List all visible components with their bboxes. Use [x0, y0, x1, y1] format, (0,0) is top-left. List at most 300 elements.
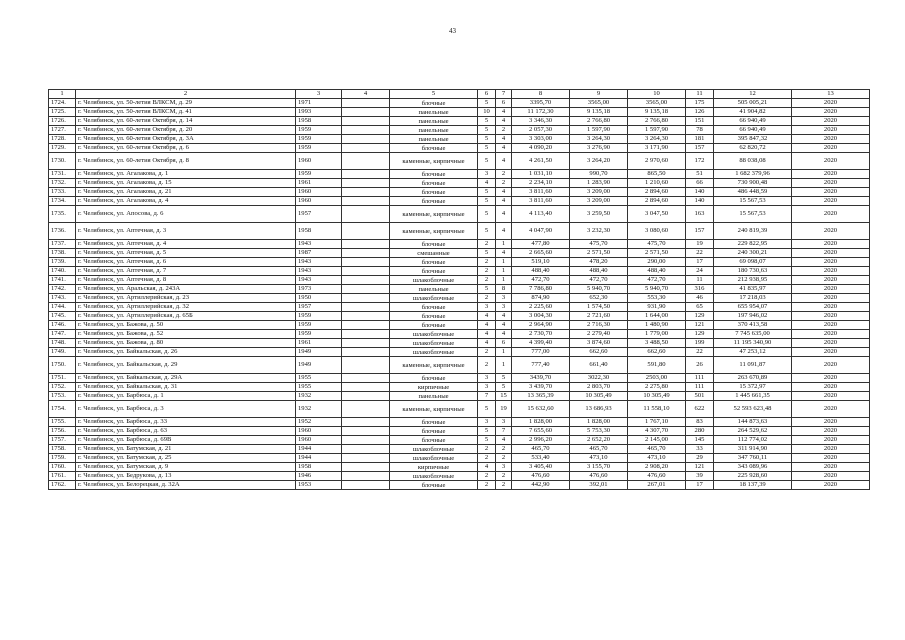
table-cell: 1749.: [49, 348, 76, 357]
table-cell: 1973: [296, 285, 342, 294]
table-cell: блочные: [390, 144, 478, 153]
table-cell: 1744.: [49, 303, 76, 312]
table-cell: 1952: [296, 418, 342, 427]
table-cell: 267,01: [628, 481, 686, 490]
table-cell: 931,90: [628, 303, 686, 312]
table-cell: 163: [686, 206, 714, 223]
column-header: 7: [496, 90, 512, 99]
column-header: 11: [686, 90, 714, 99]
table-cell: 17: [686, 258, 714, 267]
table-cell: 1944: [296, 454, 342, 463]
table-cell: 2020: [792, 383, 870, 392]
table-cell: 2 730,70: [512, 330, 570, 339]
table-cell: 3 004,30: [512, 312, 570, 321]
table-cell: 2020: [792, 321, 870, 330]
table-cell: 1 210,60: [628, 179, 686, 188]
table-cell: 488,40: [512, 267, 570, 276]
table-cell: [342, 339, 390, 348]
table-row: [49, 99, 870, 108]
table-cell: 2: [478, 258, 496, 267]
table-cell: 1957: [296, 206, 342, 223]
table-cell: 3: [496, 463, 512, 472]
column-header: 13: [792, 90, 870, 99]
table-cell: 1957: [296, 303, 342, 312]
table-cell: блочные: [390, 481, 478, 490]
table-cell: 4: [496, 249, 512, 258]
table-cell: г. Челябинск, ул. Аптечная, д. 5: [76, 249, 296, 258]
table-cell: 181: [686, 135, 714, 144]
table-cell: 19: [686, 240, 714, 249]
table-cell: г. Челябинск, ул. Апосова, д. 6: [76, 206, 296, 223]
table-cell: 7: [496, 427, 512, 436]
table-cell: г. Челябинск, ул. Байкальская, д. 31: [76, 383, 296, 392]
table-cell: г. Челябинск, ул. Байкальская, д. 29: [76, 357, 296, 374]
table-cell: 1 480,90: [628, 321, 686, 330]
table-cell: блочные: [390, 258, 478, 267]
table-cell: 18 137,39: [714, 481, 792, 490]
table-cell: 1762.: [49, 481, 76, 490]
table-row: [49, 179, 870, 188]
table-cell: 1943: [296, 258, 342, 267]
table-cell: 19: [496, 401, 512, 418]
table-cell: 5: [478, 135, 496, 144]
table-cell: 2: [478, 294, 496, 303]
column-header: 6: [478, 90, 496, 99]
table-cell: панельные: [390, 126, 478, 135]
table-cell: 505 005,21: [714, 99, 792, 108]
table-cell: шлакоблочные: [390, 454, 478, 463]
table-cell: 2020: [792, 240, 870, 249]
table-cell: 140: [686, 197, 714, 206]
table-cell: 1751.: [49, 374, 76, 383]
table-cell: 15 372,97: [714, 383, 792, 392]
table-cell: 4: [478, 463, 496, 472]
table-cell: 3565,00: [570, 99, 628, 108]
table-cell: 472,70: [628, 276, 686, 285]
table-row: [49, 339, 870, 348]
table-cell: 3 155,70: [570, 463, 628, 472]
table-cell: 2020: [792, 294, 870, 303]
table-cell: каменные, кирпичные: [390, 206, 478, 223]
table-cell: 2: [478, 267, 496, 276]
table-cell: [342, 374, 390, 383]
table-cell: каменные, кирпичные: [390, 153, 478, 170]
table-cell: 111: [686, 383, 714, 392]
table-cell: 13 686,93: [570, 401, 628, 418]
table-cell: блочные: [390, 418, 478, 427]
table-cell: 3 439,70: [512, 383, 570, 392]
table-cell: г. Челябинск, ул. Бажова, д. 52: [76, 330, 296, 339]
table-cell: 4: [496, 108, 512, 117]
table-cell: [342, 472, 390, 481]
table-cell: 370 413,58: [714, 321, 792, 330]
table-row: [49, 240, 870, 249]
table-cell: г. Челябинск, ул. 60-летия Октября, д. 20: [76, 126, 296, 135]
table-cell: блочные: [390, 267, 478, 276]
table-cell: 11 558,10: [628, 401, 686, 418]
table-cell: 2 275,80: [628, 383, 686, 392]
table-cell: 777,00: [512, 348, 570, 357]
table-cell: 622: [686, 401, 714, 418]
table-cell: 180 730,63: [714, 267, 792, 276]
table-cell: 865,50: [628, 170, 686, 179]
table-cell: 8: [496, 285, 512, 294]
table-cell: 1731.: [49, 170, 76, 179]
table-cell: 2020: [792, 117, 870, 126]
table-cell: 157: [686, 144, 714, 153]
table-cell: 17: [686, 481, 714, 490]
table-cell: 475,70: [628, 240, 686, 249]
table-cell: 1953: [296, 481, 342, 490]
column-header: 2: [76, 90, 296, 99]
table-cell: 1 682 379,96: [714, 170, 792, 179]
table-cell: [342, 436, 390, 445]
table-cell: [342, 276, 390, 285]
table-cell: 5: [478, 117, 496, 126]
table-cell: [342, 383, 390, 392]
table-cell: шлакоблочные: [390, 348, 478, 357]
table-cell: 591,80: [628, 357, 686, 374]
table-cell: 1757.: [49, 436, 76, 445]
table-cell: 5: [478, 188, 496, 197]
table-cell: 3 264,30: [628, 135, 686, 144]
table-cell: 2020: [792, 427, 870, 436]
table-cell: шлакоблочные: [390, 339, 478, 348]
table-cell: 475,70: [570, 240, 628, 249]
table-row: [49, 197, 870, 206]
table-cell: 1724.: [49, 99, 76, 108]
table-cell: блочные: [390, 303, 478, 312]
table-cell: 477,80: [512, 240, 570, 249]
table-cell: 2020: [792, 481, 870, 490]
table-cell: 2020: [792, 463, 870, 472]
table-cell: 501: [686, 392, 714, 401]
table-row: [49, 436, 870, 445]
table-cell: г. Челябинск, ул. Агалакова, д. 21: [76, 188, 296, 197]
table-row: [49, 258, 870, 267]
table-cell: [342, 427, 390, 436]
table-row: [49, 463, 870, 472]
table-cell: [342, 99, 390, 108]
table-cell: г. Челябинск, ул. Аральская, д. 243А: [76, 285, 296, 294]
table-cell: 15 567,53: [714, 197, 792, 206]
table-cell: 465,70: [628, 445, 686, 454]
table-cell: 22: [686, 249, 714, 258]
table-cell: 197 946,02: [714, 312, 792, 321]
table-cell: г. Челябинск, ул. Бажова, д. 50: [76, 321, 296, 330]
table-cell: 1987: [296, 249, 342, 258]
table-cell: 2020: [792, 401, 870, 418]
table-cell: 2: [478, 240, 496, 249]
table-cell: 2: [478, 481, 496, 490]
table-cell: 5: [478, 206, 496, 223]
table-row: [49, 223, 870, 240]
table-cell: [342, 206, 390, 223]
table-cell: 10 305,49: [570, 392, 628, 401]
table-cell: 1959: [296, 321, 342, 330]
table-cell: 1735.: [49, 206, 76, 223]
table-cell: 2 652,20: [570, 436, 628, 445]
table-cell: 175: [686, 99, 714, 108]
table-cell: 1959: [296, 144, 342, 153]
table-row: [49, 126, 870, 135]
table-cell: 2 766,80: [570, 117, 628, 126]
table-cell: 1753.: [49, 392, 76, 401]
table-cell: 2: [496, 126, 512, 135]
table-cell: 2 571,50: [570, 249, 628, 258]
table-cell: 2020: [792, 454, 870, 463]
table-cell: 442,90: [512, 481, 570, 490]
table-cell: 140: [686, 188, 714, 197]
table-cell: 5 940,70: [628, 285, 686, 294]
table-cell: 3565,00: [628, 99, 686, 108]
table-cell: 111: [686, 374, 714, 383]
table-cell: 5: [478, 223, 496, 240]
table-cell: 1960: [296, 427, 342, 436]
table-cell: 2020: [792, 258, 870, 267]
table-cell: 1733.: [49, 188, 76, 197]
table-cell: 6: [496, 339, 512, 348]
table-cell: 9 135,18: [628, 108, 686, 117]
table-row: [49, 188, 870, 197]
table-cell: г. Челябинск, ул. Барбюса, д. 63: [76, 427, 296, 436]
table-cell: 2020: [792, 330, 870, 339]
page-number: 43: [449, 27, 456, 35]
table-cell: 1752.: [49, 383, 76, 392]
table-cell: 1971: [296, 99, 342, 108]
table-cell: 2: [496, 472, 512, 481]
table-cell: г. Челябинск, ул. Байкальская, д. 26: [76, 348, 296, 357]
table-cell: г. Челябинск, ул. Агалакова, д. 1: [76, 170, 296, 179]
table-row: [49, 285, 870, 294]
table-cell: 264 529,62: [714, 427, 792, 436]
table-cell: 316: [686, 285, 714, 294]
table-cell: 83: [686, 418, 714, 427]
table-cell: 661,40: [570, 357, 628, 374]
table-cell: 3 488,50: [628, 339, 686, 348]
table-cell: 2020: [792, 357, 870, 374]
table-cell: 2 964,90: [512, 321, 570, 330]
table-cell: 1745.: [49, 312, 76, 321]
table-cell: 1961: [296, 179, 342, 188]
table-cell: 1 574,50: [570, 303, 628, 312]
table-cell: 2020: [792, 374, 870, 383]
table-cell: 145: [686, 436, 714, 445]
table-cell: 4 261,50: [512, 153, 570, 170]
table-cell: блочные: [390, 170, 478, 179]
table-cell: г. Челябинск, ул. Аптечная, д. 8: [76, 276, 296, 285]
header-row: [49, 90, 870, 99]
table-cell: 1761.: [49, 472, 76, 481]
table-cell: 2: [478, 348, 496, 357]
table-cell: блочные: [390, 240, 478, 249]
table-cell: г. Челябинск, ул. Аптечная, д. 6: [76, 258, 296, 267]
table-cell: 2 665,60: [512, 249, 570, 258]
table-cell: панельные: [390, 108, 478, 117]
table-cell: 5: [478, 144, 496, 153]
table-cell: 229 822,95: [714, 240, 792, 249]
table-cell: 2: [496, 445, 512, 454]
table-cell: 990,70: [570, 170, 628, 179]
table-cell: 15 567,53: [714, 206, 792, 223]
table-cell: 4 113,40: [512, 206, 570, 223]
table-row: [49, 206, 870, 223]
table-cell: 1729.: [49, 144, 76, 153]
table-cell: 157: [686, 223, 714, 240]
table-cell: 47 253,12: [714, 348, 792, 357]
table-cell: 2020: [792, 206, 870, 223]
table-cell: 1960: [296, 436, 342, 445]
table-cell: 1 644,00: [628, 312, 686, 321]
table-cell: 2020: [792, 276, 870, 285]
table-cell: 39: [686, 472, 714, 481]
table-cell: 472,70: [512, 276, 570, 285]
table-row: [49, 348, 870, 357]
table-cell: блочные: [390, 436, 478, 445]
table-row: [49, 170, 870, 179]
table-cell: [342, 170, 390, 179]
table-cell: 3439,70: [512, 374, 570, 383]
table-cell: 730 900,48: [714, 179, 792, 188]
table-row: [49, 267, 870, 276]
table-cell: 7 786,80: [512, 285, 570, 294]
table-cell: 51: [686, 170, 714, 179]
table-cell: [342, 303, 390, 312]
table-cell: 1959: [296, 330, 342, 339]
table-cell: 290,00: [628, 258, 686, 267]
table-cell: г. Челябинск, ул. Артиллерийская, д. 23: [76, 294, 296, 303]
table-cell: г. Челябинск, ул. 60-летия Октября, д. 14: [76, 117, 296, 126]
table-cell: 2020: [792, 197, 870, 206]
table-cell: г. Челябинск, ул. 60-летия Октября, д. 3А: [76, 135, 296, 144]
table-cell: 4 399,40: [512, 339, 570, 348]
table-cell: 874,90: [512, 294, 570, 303]
table-cell: 66 940,49: [714, 126, 792, 135]
table-cell: г. Челябинск, ул. Агалакова, д. 4: [76, 197, 296, 206]
table-cell: 1944: [296, 445, 342, 454]
table-cell: 1760.: [49, 463, 76, 472]
table-cell: 29: [686, 454, 714, 463]
table-cell: 2 145,00: [628, 436, 686, 445]
table-cell: 2 057,30: [512, 126, 570, 135]
table-row: [49, 481, 870, 490]
table-cell: блочные: [390, 197, 478, 206]
table-cell: 3 811,60: [512, 188, 570, 197]
table-cell: 3 811,60: [512, 197, 570, 206]
table-row: [49, 294, 870, 303]
table-cell: 519,10: [512, 258, 570, 267]
column-header: 1: [49, 90, 76, 99]
table-cell: блочные: [390, 188, 478, 197]
table-row: [49, 249, 870, 258]
table-cell: кирпичные: [390, 463, 478, 472]
table-cell: г. Челябинск, ул. Батумская, д. 21: [76, 445, 296, 454]
table-cell: [342, 240, 390, 249]
column-header: 5: [390, 90, 478, 99]
table-cell: 1738.: [49, 249, 76, 258]
table-cell: 1943: [296, 276, 342, 285]
table-cell: 129: [686, 330, 714, 339]
table-cell: 3 276,90: [570, 144, 628, 153]
table-cell: г. Челябинск, ул. Бедрукова, д. 13: [76, 472, 296, 481]
table-cell: 478,20: [570, 258, 628, 267]
table-cell: 9 135,18: [570, 108, 628, 117]
table-cell: 2: [496, 179, 512, 188]
table-cell: 1742.: [49, 285, 76, 294]
table-cell: 1727.: [49, 126, 76, 135]
table-cell: блочные: [390, 99, 478, 108]
table-cell: 4: [478, 179, 496, 188]
table-cell: [342, 188, 390, 197]
table-cell: 4: [478, 321, 496, 330]
table-cell: 2: [478, 357, 496, 374]
table-cell: 2020: [792, 108, 870, 117]
table-cell: г. Челябинск, ул. Белорецкая, д. 32А: [76, 481, 296, 490]
table-cell: [342, 463, 390, 472]
table-cell: г. Челябинск, ул. 50-летия ВЛКСМ, д. 41: [76, 108, 296, 117]
table-row: [49, 108, 870, 117]
table-cell: 13 365,39: [512, 392, 570, 401]
table-cell: 395 847,32: [714, 135, 792, 144]
table-cell: блочные: [390, 374, 478, 383]
table-cell: 5: [478, 249, 496, 258]
table-cell: смешанные: [390, 249, 478, 258]
table-cell: 65: [686, 303, 714, 312]
table-cell: 5: [496, 383, 512, 392]
table-cell: каменные, кирпичные: [390, 223, 478, 240]
table-cell: 3 303,00: [512, 135, 570, 144]
table-cell: 1747.: [49, 330, 76, 339]
table-cell: 1 779,00: [628, 330, 686, 339]
table-cell: 1960: [296, 197, 342, 206]
table-cell: 11 091,87: [714, 357, 792, 374]
table-cell: 129: [686, 312, 714, 321]
table-cell: 4: [496, 135, 512, 144]
table-cell: г. Челябинск, ул. Батумская, д. 9: [76, 463, 296, 472]
table-cell: 2020: [792, 153, 870, 170]
table-cell: 777,40: [512, 357, 570, 374]
table-cell: 3: [478, 303, 496, 312]
table-cell: 311 914,90: [714, 445, 792, 454]
table-cell: шлакоблочные: [390, 330, 478, 339]
table-cell: 4: [496, 117, 512, 126]
table-cell: г. Челябинск, ул. 60-летия Октября, д. 8: [76, 153, 296, 170]
table-cell: [342, 117, 390, 126]
table-cell: 2020: [792, 267, 870, 276]
table-cell: 1958: [296, 117, 342, 126]
table-cell: 662,60: [570, 348, 628, 357]
table-cell: 488,40: [628, 267, 686, 276]
table-cell: 1758.: [49, 445, 76, 454]
table-row: [49, 312, 870, 321]
table-cell: [342, 135, 390, 144]
table-cell: 2020: [792, 312, 870, 321]
table-cell: 4: [496, 321, 512, 330]
table-cell: 33: [686, 445, 714, 454]
table-cell: 4: [496, 188, 512, 197]
table-cell: 41 904,82: [714, 108, 792, 117]
table-cell: 2020: [792, 285, 870, 294]
table-cell: 1728.: [49, 135, 76, 144]
table-cell: 4: [496, 312, 512, 321]
table-cell: 10: [478, 108, 496, 117]
table-cell: 5: [478, 153, 496, 170]
table-cell: 3 264,20: [570, 153, 628, 170]
column-header: 3: [296, 90, 342, 99]
table-row: [49, 401, 870, 418]
table-cell: 1959: [296, 170, 342, 179]
table-cell: [342, 330, 390, 339]
